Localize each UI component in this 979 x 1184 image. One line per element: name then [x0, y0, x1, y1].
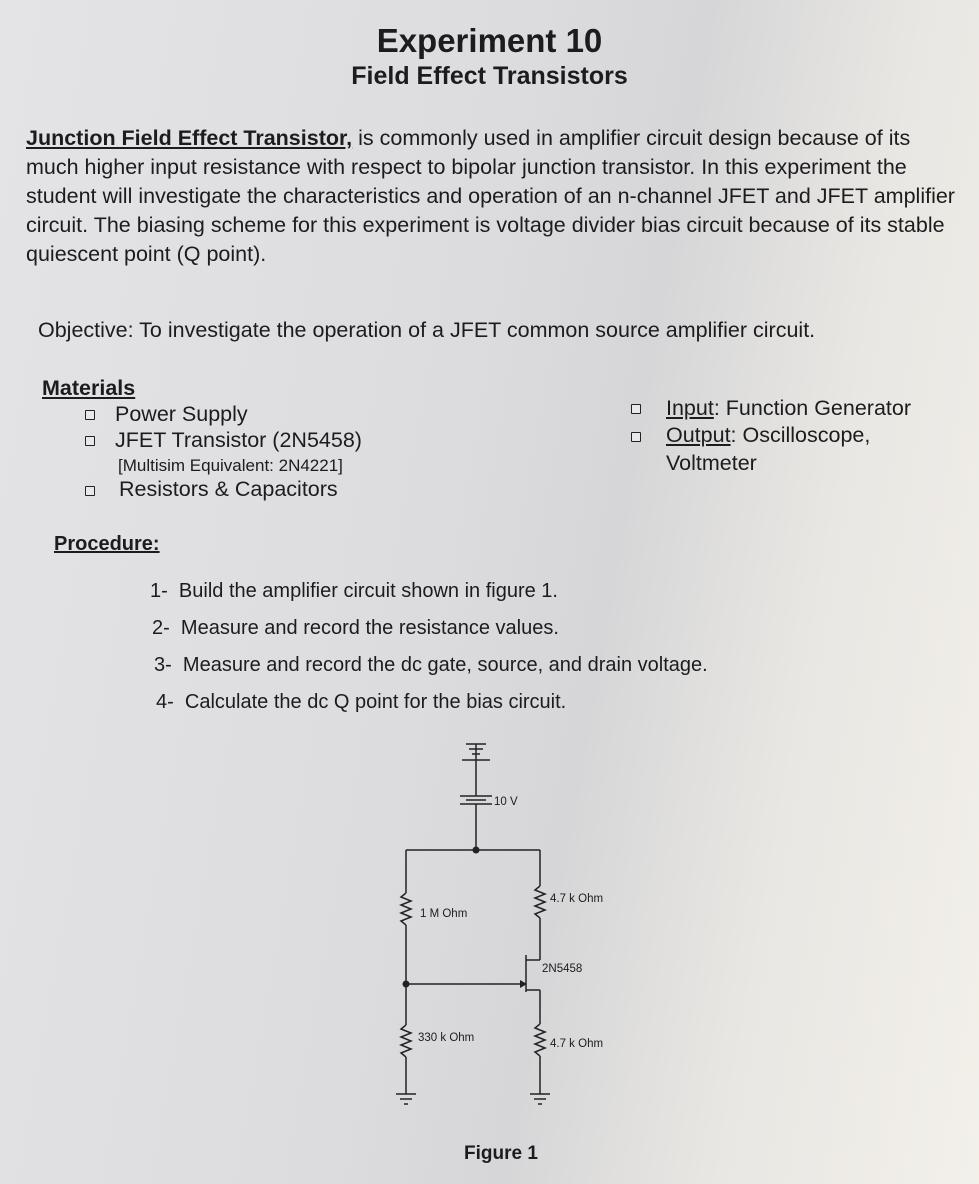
- transistor-label: 2N5458: [542, 963, 583, 975]
- step-text: Calculate the dc Q point for the bias circuit.: [184, 691, 567, 713]
- material-resistors: Resistors & Capacitors: [119, 477, 338, 501]
- intro-lead: Junction Field Effect Transistor,: [26, 126, 353, 150]
- objective: Objective: To investigate the operation of a JFET common source amplifier circuit.: [38, 318, 816, 342]
- resistor-label-1m: 1 M Ohm: [420, 908, 468, 920]
- junction-dot: [403, 981, 410, 988]
- materials-heading: Materials: [42, 376, 136, 400]
- material-output-cont: Voltmeter: [666, 451, 757, 475]
- output-label: Output: [666, 423, 731, 447]
- step-number: 4-: [156, 691, 174, 713]
- input-label: Input: [666, 396, 714, 420]
- resistor-label-source: 4.7 k Ohm: [550, 1038, 604, 1050]
- resistor-1m: [401, 893, 411, 925]
- step-number: 2-: [152, 617, 170, 639]
- battery-symbol: [460, 744, 492, 850]
- resistor-drain: [535, 886, 545, 918]
- ground-symbol-left: [396, 1094, 416, 1104]
- step-text: Build the amplifier circuit shown in figure 1.: [178, 580, 558, 602]
- step-number: 1-: [150, 580, 168, 602]
- input-value: : Function Generator: [713, 396, 912, 420]
- resistor-label-drain: 4.7 k Ohm: [550, 893, 604, 905]
- procedure-heading: Procedure:: [54, 533, 160, 555]
- output-value: : Oscilloscope,: [730, 423, 871, 447]
- ground-symbol-right: [530, 1094, 550, 1104]
- page-subtitle: Field Effect Transistors: [351, 62, 628, 90]
- resistor-source: [535, 1024, 545, 1056]
- supply-label: 10 V: [494, 796, 518, 808]
- junction-dot: [473, 847, 480, 854]
- material-jfet: JFET Transistor (2N5458): [115, 428, 362, 452]
- intro-text: is commonly used in amplifier circuit design because of its much higher input resistance with respect to bipolar junction transistor. In this experiment the student will investigate the characteristics and operation of an n-channel JFET and JFET amplifier circuit. The biasing scheme for this experiment is voltage divider bias circuit because of its stable quiescent point (Q point).: [26, 126, 955, 266]
- step-text: Measure and record the dc gate, source, and drain voltage.: [182, 654, 708, 676]
- resistor-label-330k: 330 k Ohm: [418, 1032, 475, 1044]
- material-jfet-note: [Multisim Equivalent: 2N4221]: [118, 456, 343, 475]
- page-title: Experiment 10: [376, 22, 603, 59]
- resistor-330k: [401, 1025, 411, 1057]
- figure-caption: Figure 1: [464, 1143, 538, 1164]
- material-power-supply: Power Supply: [115, 402, 248, 426]
- step-number: 3-: [154, 654, 172, 676]
- step-text: Measure and record the resistance values.: [180, 617, 559, 639]
